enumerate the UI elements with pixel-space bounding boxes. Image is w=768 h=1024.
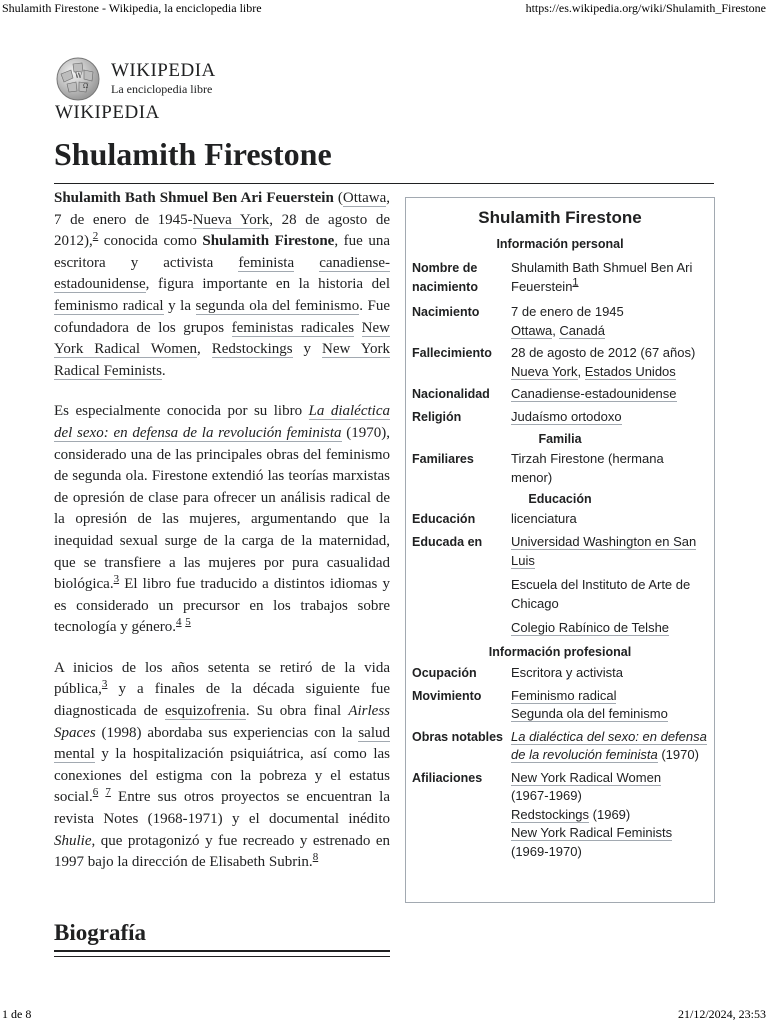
infobox-label: Nombre de nacimiento xyxy=(412,261,478,294)
page-title: Shulamith Firestone xyxy=(54,136,332,172)
short-name: Shulamith Firestone xyxy=(202,233,335,250)
infobox-row-nationality xyxy=(406,385,714,404)
infobox-title: Shulamith Firestone xyxy=(478,208,642,227)
link-nationality[interactable]: Canadiense-estadounidense xyxy=(511,386,677,401)
paragraph-book xyxy=(54,401,390,639)
link-aff-3[interactable]: New York Radical Feminists xyxy=(511,825,673,840)
ref-6[interactable]: 6 xyxy=(92,786,99,799)
infobox-row-educada-en xyxy=(406,533,714,638)
aff-1-years: (1967-1969) xyxy=(511,788,582,803)
infobox-value: 7 de enero de 1945 Ottawa, Canadá xyxy=(511,304,624,338)
link-aff-2[interactable]: Redstockings xyxy=(511,806,590,822)
wikipedia-globe-icon xyxy=(55,56,101,102)
infobox-row-affiliations xyxy=(406,769,714,862)
infobox-label: Ocupación xyxy=(412,665,477,680)
logo-tagline: La enciclopedia libre xyxy=(111,82,213,96)
aff-2-years: (1969) xyxy=(589,806,631,822)
aff-3-years: (1969-1970) xyxy=(511,843,582,859)
svg-text:W: W xyxy=(75,72,83,80)
book-title: La dialéctica del sexo: en defensa de la revolución feminista xyxy=(54,403,390,441)
infobox-section-personal: Información personal xyxy=(496,237,624,251)
print-url: https://es.wikipedia.org/wiki/Shulamith_Firestone xyxy=(525,1,766,15)
text: , fue una escritora y activista xyxy=(54,233,391,271)
svg-text:Ω: Ω xyxy=(83,83,88,90)
ref-2[interactable]: 2 xyxy=(92,230,99,243)
section-heading-biografia: Biografía xyxy=(54,920,146,945)
infobox-value xyxy=(511,687,708,724)
print-footer xyxy=(0,1006,768,1024)
logo-wordmark-secondary: WIKIPEDIA xyxy=(55,102,160,123)
link-ottawa[interactable]: Ottawa xyxy=(342,190,387,206)
ref-4[interactable]: 4 xyxy=(176,616,182,629)
link-school-1[interactable]: Universidad Washington en San Luis xyxy=(511,534,697,568)
infobox-value: licenciatura xyxy=(511,511,577,526)
link-esquizofrenia[interactable]: esquizofrenia xyxy=(165,703,246,720)
infobox-label: Obras notables xyxy=(412,729,503,744)
link-movement-2[interactable]: Segunda ola del feminismo xyxy=(511,706,668,721)
link-canadiense-estadounidense[interactable]: canadiense-estadounidense xyxy=(54,254,390,293)
link-nueva-york[interactable]: Nueva York xyxy=(192,211,270,228)
link-redstockings[interactable]: Redstockings xyxy=(211,341,293,358)
ref-8[interactable]: 8 xyxy=(312,851,319,864)
text: , que protagonizó y fue recreado y estrenado en 1997 bajo la dirección de Elisabeth Subrin. xyxy=(54,832,390,871)
death-date: 28 de agosto de 2012 (67 años) xyxy=(511,345,696,360)
link-religion[interactable]: Judaísmo ortodoxo xyxy=(511,409,622,424)
link-aff-1[interactable]: New York Radical Women xyxy=(511,769,662,785)
infobox-row-birth xyxy=(406,303,714,340)
text: El libro fue traducido a distintos idiomas y es considerado un precursor en los trabajos sobre tecnología y género. xyxy=(54,576,390,636)
section-divider xyxy=(54,950,390,952)
infobox-value xyxy=(511,385,708,404)
infobox-row-education xyxy=(406,510,714,529)
text: , 7 de enero de 1945- xyxy=(54,190,390,228)
full-name: Shulamith Bath Shmuel Ben Ari Feuerstein xyxy=(54,190,334,206)
link-school-3[interactable]: Colegio Rabínico de Telshe xyxy=(511,620,670,635)
print-page-title: Shulamith Firestone - Wikipedia, la enciclopedia libre xyxy=(2,1,262,15)
birth-date: 7 de enero de 1945 xyxy=(511,304,624,319)
infobox-label: Educación xyxy=(412,512,476,526)
infobox-row-occupation xyxy=(406,664,714,683)
title-divider xyxy=(54,183,714,184)
infobox-value: Escritora y activista xyxy=(511,664,623,680)
school-2: Escuela del Instituto de Arte de Chicago xyxy=(511,577,691,611)
infobox-value xyxy=(511,259,708,297)
link-salud-mental[interactable]: salud mental xyxy=(54,724,390,763)
link-nyrf[interactable]: New York Radical Feminists xyxy=(54,341,391,379)
text: y xyxy=(292,341,322,358)
birthname-value: Shulamith Bath Shmuel Ben Ari Feuerstein xyxy=(511,260,693,294)
text: A inicios de los años setenta se retiró de la vida pública, xyxy=(54,659,390,698)
text: . Fue cofundadora de los grupos xyxy=(54,297,391,336)
paragraph-intro xyxy=(54,188,390,382)
notable-work-title: La dialéctica del sexo: en defensa de la revolución feminista xyxy=(511,728,707,762)
text: y la xyxy=(163,297,196,314)
text: ( xyxy=(337,190,343,206)
text: Es especialmente conocida por su libro xyxy=(54,403,309,420)
text: (1970), considerado una de las principales obras del feminismo de segunda ola. Firestone extendió las teorías marxistas de opresión de clase para ofrecer un análisis radical de la opresión de las mujeres, argumentando que la inequidad sexual surge de la carga de la maternidad, que se transfiere a las mujeres por pura casualidad biológica. xyxy=(54,424,390,593)
text: . Su obra final xyxy=(245,703,349,720)
print-page-number: 1 de 8 xyxy=(2,1007,32,1021)
infobox-label: Religión xyxy=(412,410,462,424)
notable-work-year: (1970) xyxy=(657,747,699,762)
infobox-section-education: Educación xyxy=(528,492,592,506)
infobox-label: Nacionalidad xyxy=(412,387,490,401)
infobox-label: Movimiento xyxy=(412,688,482,703)
infobox-row-family xyxy=(406,450,714,487)
text: . xyxy=(161,362,166,379)
text: , xyxy=(197,341,212,358)
link-canada[interactable]: Canadá xyxy=(559,322,605,338)
infobox-row-works xyxy=(406,728,714,765)
text: , figura importante en la historia del xyxy=(145,276,390,293)
ref-1[interactable]: 1 xyxy=(572,276,579,289)
infobox-row-religion xyxy=(406,408,714,427)
infobox-label: Familiares xyxy=(412,452,474,466)
infobox-value xyxy=(511,408,708,427)
text: , 28 de agosto de 2012), xyxy=(54,211,391,250)
infobox xyxy=(405,197,715,903)
link-feminista[interactable]: feminista xyxy=(238,254,295,271)
infobox-value: 28 de agosto de 2012 (67 años) Nueva York, Estados Unidos xyxy=(511,345,696,379)
ref-3b[interactable]: 3 xyxy=(101,678,108,691)
infobox-section-professional: Información profesional xyxy=(488,644,632,659)
ref-5[interactable]: 5 xyxy=(185,616,191,629)
infobox-row-death xyxy=(406,344,714,381)
ref-3[interactable]: 3 xyxy=(113,573,120,586)
link-ottawa-ib[interactable]: Ottawa xyxy=(511,322,553,338)
link-feminismo-radical[interactable]: feminismo radical xyxy=(54,297,164,314)
link-feministas-radicales[interactable]: feministas radicales xyxy=(231,319,355,336)
infobox-section-family: Familia xyxy=(538,432,582,446)
link-movement-1[interactable]: Feminismo radical xyxy=(511,687,617,703)
infobox-label: Afiliaciones xyxy=(412,770,483,785)
infobox-label: Fallecimiento xyxy=(412,346,492,360)
text: conocida como xyxy=(98,233,203,250)
section-divider-thin xyxy=(54,956,390,957)
print-datetime: 21/12/2024, 23:53 xyxy=(677,1007,766,1021)
shulie: Shulie xyxy=(54,832,92,849)
text xyxy=(354,320,362,336)
logo-wordmark: WIKIPEDIA xyxy=(111,60,216,81)
text xyxy=(294,255,319,271)
infobox-label: Educada en xyxy=(412,535,483,549)
link-nyrw[interactable]: New York Radical Women xyxy=(54,319,390,358)
airless-spaces: Airless Spaces xyxy=(54,703,390,741)
infobox-value xyxy=(511,533,708,638)
article-body xyxy=(54,188,390,893)
infobox-row-birthname xyxy=(406,259,714,297)
paragraph-later-life xyxy=(54,658,390,874)
infobox-value xyxy=(511,728,708,765)
text: (1998) abordaba sus experiencias con la xyxy=(95,724,359,741)
infobox-row-movement xyxy=(406,687,714,724)
text: y la hospitalización psiquiátrica, así como las conexiones del estigma con la pobreza y el estatus social. xyxy=(54,746,390,806)
print-header xyxy=(0,0,768,18)
text: Entre sus otros proyectos se encuentran la revista Notes (1968-1971) y el documental inédito xyxy=(54,789,391,828)
link-segunda-ola[interactable]: segunda ola del feminismo xyxy=(195,297,360,314)
infobox-value xyxy=(511,769,708,862)
link-estados-unidos[interactable]: Estados Unidos xyxy=(584,363,676,379)
ref-7[interactable]: 7 xyxy=(105,786,111,799)
link-nueva-york-ib[interactable]: Nueva York xyxy=(511,363,578,379)
infobox-value: Tirzah Firestone (hermana menor) xyxy=(511,451,664,485)
infobox-label: Nacimiento xyxy=(412,305,480,319)
text: y a finales de la década siguiente fue diagnosticada de xyxy=(54,681,390,720)
